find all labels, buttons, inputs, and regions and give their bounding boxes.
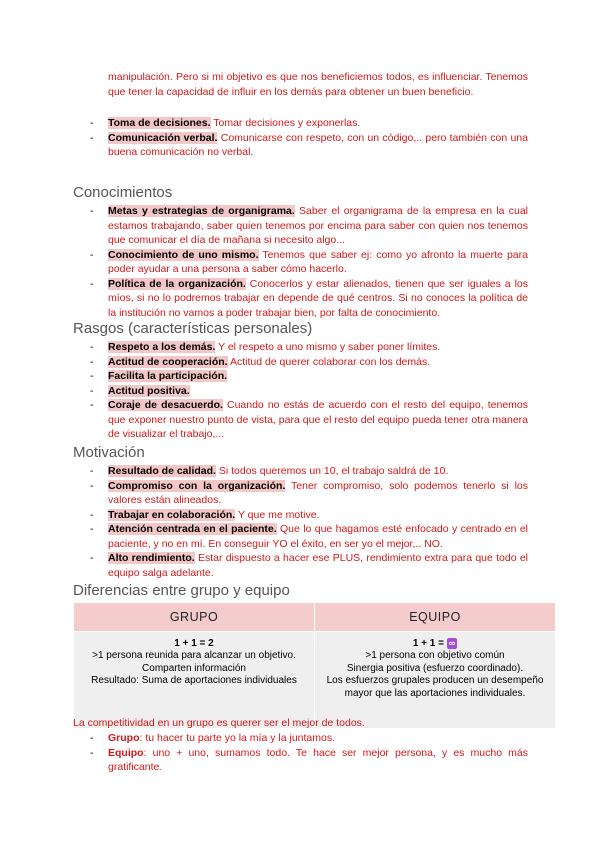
table-header-grupo: GRUPO	[74, 603, 315, 632]
grupo-line: Comparten información	[142, 662, 246, 674]
item-desc: : uno + uno, sumamos todo. Te hace ser mejor persona, y es mucho más gratificante.	[108, 746, 528, 773]
conocimientos-list	[0, 204, 600, 320]
grupo-formula: 1 + 1 = 2	[174, 638, 214, 649]
item-term: Compromiso con la organización.	[108, 479, 286, 492]
list-item: - Conocimiento de uno mismo. Tenemos que saber ej: como yo afronto la muerte para poder ayudar a una persona a saber cómo hacerlo.	[90, 248, 528, 275]
item-desc: Comunicarse con respeto, con un código,.. pero también con una buena comunicación no verbal.	[108, 131, 528, 158]
item-term: Política de la organización.	[108, 277, 246, 290]
list-item: - Respeto a los demás. Y el respeto a uno mismo y saber poner límites.	[90, 341, 441, 353]
section-heading-rasgos: Rasgos (características personales)	[73, 320, 313, 337]
grupo-cell	[74, 632, 315, 729]
list-item: - Grupo: tu hacer tu parte yo la mía y la juntamos.	[90, 732, 336, 744]
item-term: Toma de decisiones.	[108, 117, 211, 129]
item-desc: Y que me motive.	[235, 508, 320, 521]
comparison-table	[73, 602, 556, 729]
item-term: Metas y estrategias de organigrama.	[108, 205, 295, 217]
item-term: Facilita la participación.	[108, 370, 228, 382]
item-desc: Conocerlos y estar alienados, tienen que ser iguales a los míos, si no lo podremos trabajar en depende de qué centros. Si no conoces la política de la institución no vamos a poder trabajar bien, por falta de conocimiento.	[108, 277, 528, 319]
list-item: - Atención centrada en el paciente. Que lo que hagamos esté enfocado y centrado en el paciente, y no en mí. En conseguir YO el éxito, en ser yo el mejor,.. NO.	[90, 523, 528, 550]
item-desc: Cuando no estás de acuerdo con el resto del equipo, tenemos que exponer nuestro punto de vista, para que el resto del equipo pueda tener otra manera de visualizar el trabajo,...	[108, 399, 528, 440]
item-term: Coraje de desacuerdo.	[108, 399, 223, 411]
item-term: Conocimiento de uno mismo.	[108, 248, 259, 261]
list-item: - Equipo: uno + uno, sumamos todo. Te hace ser mejor persona, y es mucho más gratificante.	[90, 746, 528, 773]
section-heading-conocimientos: Conocimientos	[73, 184, 173, 201]
item-desc: : tu hacer tu parte yo la mía y la juntamos.	[139, 732, 336, 744]
section-heading-motivacion: Motivación	[73, 444, 145, 461]
equipo-cell	[315, 632, 556, 729]
closing-list	[0, 731, 600, 775]
closing-paragraph: La competitividad en un grupo es querer ser el mejor de todos.	[73, 717, 365, 729]
continuation-paragraph: manipulación. Pero si mi objetivo es que nos beneficiemos todos, es influenciar. Tenemos que tener la capacidad de influir en los demás para obtener un buen beneficio.	[108, 71, 528, 98]
equipo-line: Los esfuerzos grupales producen un desempeño mayor que las aportaciones individuales.	[326, 675, 544, 699]
grupo-line: >1 persona reunida para alcanzar un objetivo.	[92, 650, 296, 662]
list-item: - Compromiso con la organización. Tener compromiso, solo podemos tenerlo si los valores están alineados.	[90, 479, 528, 506]
list-item: - Actitud positiva.	[90, 384, 190, 397]
item-desc: Y el respeto a uno mismo y saber poner límites.	[215, 341, 441, 353]
item-desc: Que lo que hagamos esté enfocado y centrado en el paciente, y no en mí. En conseguir YO el éxito, en ser yo el mejor,.. NO.	[108, 523, 528, 550]
item-term: Respeto a los demás.	[108, 341, 216, 353]
item-term: Actitud de cooperación.	[108, 355, 228, 368]
rasgos-list	[0, 340, 600, 442]
list-item: - Política de la organización. Conocerlos y estar alienados, tienen que ser iguales a los míos, si no lo podremos trabajar en depende de qué centros. Si no conoces la política de la institución no vamos a poder trabajar bien, por falta de conocimiento.	[90, 277, 528, 319]
list-item: - Coraje de desacuerdo. Cuando no estás de acuerdo con el resto del equipo, tenemos que exponer nuestro punto de vista, para que el resto del equipo pueda tener otra manera de visualizar el trabajo,...	[90, 399, 528, 440]
motivacion-list	[0, 464, 600, 580]
item-desc: Actitud de querer colaborar con los demás.	[227, 355, 431, 368]
list-item: - Actitud de cooperación. Actitud de querer colaborar con los demás.	[90, 355, 431, 368]
list-item: - Resultado de calidad. Si todos queremos un 10, el trabajo saldrá de 10.	[90, 465, 449, 477]
item-desc: Estar dispuesto a hacer ese PLUS, rendimiento extra para que todo el equipo salga adelante.	[108, 552, 528, 579]
list-item: - Metas y estrategias de organigrama. Saber el organigrama de la empresa en la cual estamos trabajando, saber quien tenemos por encima para saber con quien nos tenemos que comunicar el día de mañana si necesito algo...	[90, 205, 528, 246]
equipo-line: Sinergia positiva (esfuerzo coordinado).	[346, 662, 524, 674]
item-term: Alto rendimiento.	[108, 552, 195, 564]
equipo-line: >1 persona con objetivo común	[365, 650, 505, 662]
item-term: Resultado de calidad.	[108, 465, 216, 477]
table-header-equipo: EQUIPO	[315, 603, 556, 632]
item-term: Atención centrada en el paciente.	[108, 523, 277, 535]
item-desc: Si todos queremos un 10, el trabajo saldrá de 10.	[215, 465, 449, 477]
infinity-icon: ∞	[448, 638, 456, 648]
top-list	[0, 116, 600, 160]
item-desc: Tomar decisiones y exponerlas.	[210, 117, 361, 129]
section-heading-diferencias: Diferencias entre grupo y equipo	[73, 582, 290, 599]
list-item: - Trabajar en colaboración. Y que me motive.	[90, 508, 320, 521]
item-term: Grupo	[108, 732, 140, 744]
item-term: Trabajar en colaboración.	[108, 508, 236, 521]
item-term: Comunicación verbal.	[108, 131, 218, 144]
item-desc: Tenemos que saber ej: como yo afronto la muerte para poder ayudar a una persona a saber cómo hacerlo.	[108, 248, 528, 275]
list-item: - Facilita la participación.	[90, 370, 228, 382]
list-item: - Toma de decisiones. Tomar decisiones y exponerlas.	[90, 117, 361, 129]
list-item: - Alto rendimiento. Estar dispuesto a hacer ese PLUS, rendimiento extra para que todo el equipo salga adelante.	[90, 552, 528, 579]
item-desc: Saber el organigrama de la empresa en la cual estamos trabajando, saber quien tenemos por encima para saber con quien nos tenemos que comunicar el día de mañana si necesito algo...	[108, 205, 528, 246]
equipo-formula: 1 + 1 =	[412, 638, 447, 649]
item-term: Equipo	[108, 746, 144, 759]
item-desc: Tener compromiso, solo podemos tenerlo si los valores están alineados.	[108, 479, 528, 506]
item-term: Actitud positiva.	[108, 384, 190, 397]
grupo-line: Resultado: Suma de aportaciones individuales	[91, 675, 297, 687]
list-item: - Comunicación verbal. Comunicarse con respeto, con un código,.. pero también con una buena comunicación no verbal.	[90, 131, 528, 158]
